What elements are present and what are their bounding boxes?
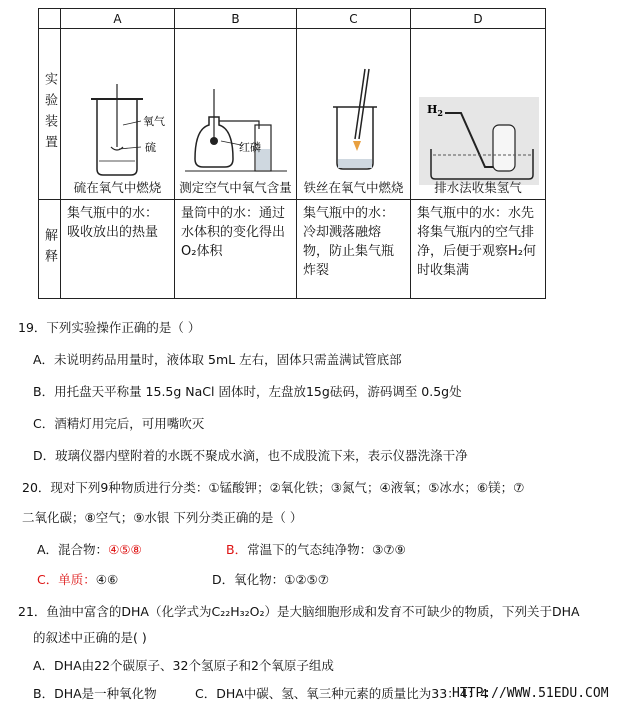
q20-option-a-value: ④⑤⑧ — [108, 542, 142, 557]
apparatus-b — [175, 29, 297, 200]
q20-option-c-value: ④⑥ — [95, 572, 119, 587]
apparatus-row — [39, 29, 546, 200]
q21-option-a: A．DHA由22个碳原子、32个氢原子和2个氧原子组成 — [33, 658, 334, 673]
q21-stem-line1: 21．鱼油中富含的DHA（化学式为C₂₂H₃₂O₂）是大脑细胞形成和发育不可缺少的物质，下列关于DHA — [18, 604, 580, 619]
apparatus-d — [411, 29, 546, 200]
q19-option-c: C．酒精灯用完后，可用嘴吹灭 — [33, 416, 205, 431]
column-header-b: B — [175, 9, 297, 29]
explanation-b: 量筒中的水：通过水体积的变化得出O₂体积 — [175, 200, 297, 299]
q20-option-b-label: B． — [226, 542, 248, 557]
caption-b: 测定空气中氧气含量 — [179, 180, 292, 195]
apparatus-c — [297, 29, 411, 200]
explanation-a: 集气瓶中的水：吸收放出的热量 — [61, 200, 175, 299]
q20-option-c — [37, 570, 118, 588]
iron-wire-figure — [297, 29, 411, 199]
q20-option-a — [37, 540, 142, 558]
site-watermark: HTTP://WWW.51EDU.COM — [452, 686, 609, 701]
apparatus-a — [61, 29, 175, 200]
q20-stem-line1: 20．现对下列9种物质进行分类：①锰酸钾；②氧化铁；③氮气；④液氧；⑤冰水；⑥镁；⑦ — [22, 480, 525, 495]
column-header-d: D — [411, 9, 546, 29]
caption-a: 硫在氧气中燃烧 — [73, 180, 162, 195]
q20-option-d: D．氧化物：①②⑤⑦ — [212, 572, 329, 587]
q21-option-c: C．DHA中碳、氢、氧三种元素的质量比为33：4：4 — [195, 686, 489, 701]
explanation-c: 集气瓶中的水：冷却溅落融熔物，防止集气瓶炸裂 — [297, 200, 411, 299]
q20-option-a-label: A．混合物： — [37, 542, 109, 557]
red-phosphorus-label: 红磷 — [239, 141, 261, 154]
explanation-d: 集气瓶中的水：水先将集气瓶内的空气排净，后便于观察H₂何时收集满 — [411, 200, 546, 299]
caption-c: 铁丝在氧气中燃烧 — [303, 180, 404, 195]
q20-option-c-label: C．单质： — [37, 572, 96, 587]
q21-stem-line2: 的叙述中正确的是( ) — [33, 630, 147, 645]
column-header-a: A — [61, 9, 175, 29]
q21-option-b: B．DHA是一种氧化物 — [33, 686, 157, 701]
caption-d: 排水法收集氢气 — [434, 180, 522, 195]
q20-option-b — [226, 540, 406, 558]
q19-option-d: D．玻璃仪器内壁附着的水既不聚成水滴，也不成股流下来，表示仪器洗涤干净 — [33, 448, 468, 463]
sulfur-combustion-figure — [61, 29, 175, 199]
q20-stem-line2: 二氧化碳；⑧空气；⑨水银 下列分类正确的是（ ） — [22, 510, 303, 525]
oxygen-content-figure — [175, 29, 297, 199]
explanation-row-label: 解释 — [39, 200, 61, 299]
q19-option-a: A．未说明药品用量时，液体取 5mL 左右，固体只需盖满试管底部 — [33, 352, 402, 367]
explanation-row — [39, 200, 546, 299]
corner-cell — [39, 9, 61, 29]
sulfur-label: 硫 — [145, 141, 156, 154]
experiment-table — [38, 8, 546, 299]
q20-option-b-text: 常温下的气态纯净物：③⑦⑨ — [247, 542, 406, 557]
oxygen-label: 氧气 — [143, 115, 165, 128]
column-header-c: C — [297, 9, 411, 29]
table-header-row — [39, 9, 546, 29]
h2-label: $H_2$ — [427, 103, 443, 118]
water-displacement-figure — [411, 29, 546, 199]
q19-option-b: B．用托盘天平称量 15.5g NaCl 固体时，左盘放15g砝码，游码调至 0.5g处 — [33, 384, 462, 399]
q19-stem: 19．下列实验操作正确的是（ ） — [18, 320, 201, 335]
apparatus-row-label: 实验装置 — [39, 29, 61, 200]
